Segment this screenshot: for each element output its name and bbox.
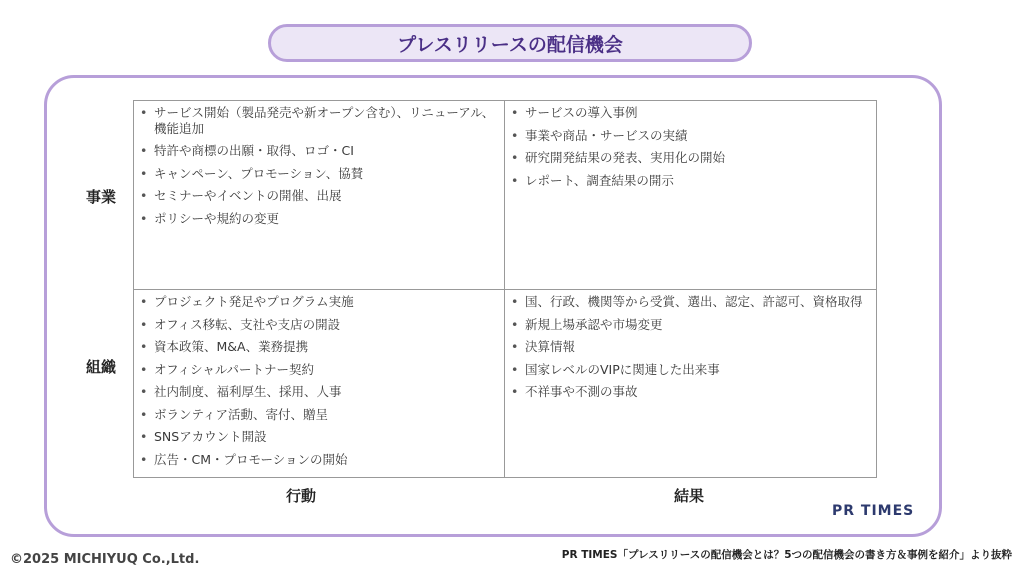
- list-item: • キャンペーン、プロモーション、協賛: [140, 166, 496, 182]
- list-item: • 新規上場承認や市場変更: [511, 317, 868, 333]
- prtimes-logo: PR TIMES: [832, 503, 915, 519]
- list-item: • 不祥事や不測の事故: [511, 384, 868, 400]
- list-item: • 広告・CM・プロモーションの開始: [140, 452, 496, 468]
- list-item: • 資本政策、M&A、業務提携: [140, 339, 496, 355]
- cell-business-action: [134, 101, 505, 290]
- list-item: • ボランティア活動、寄付、贈呈: [140, 407, 496, 423]
- list-item: • レポート、調査結果の開示: [511, 173, 868, 189]
- list-item: • プロジェクト発足やプログラム実施: [140, 294, 496, 310]
- list-item: • 国、行政、機関等から受賞、選出、認定、許認可、資格取得: [511, 294, 868, 310]
- list-item: • ポリシーや規約の変更: [140, 211, 496, 227]
- list-item: • オフィス移転、支社や支店の開設: [140, 317, 496, 333]
- row-label-organization: 組織: [86, 358, 117, 376]
- list-item: • 研究開発結果の発表、実用化の開始: [511, 150, 868, 166]
- column-label-action: 行動: [286, 487, 317, 505]
- list-item: • 決算情報: [511, 339, 868, 355]
- list-item: • 事業や商品・サービスの実績: [511, 128, 868, 144]
- list-item: • サービスの導入事例: [511, 105, 868, 121]
- column-label-result: 結果: [674, 487, 705, 505]
- list-item: • 社内制度、福利厚生、採用、人事: [140, 384, 496, 400]
- copyright: ©2025 MICHIYUQ Co.,Ltd.: [10, 552, 200, 567]
- list-item: • 特許や商標の出願・取得、ロゴ・CI: [140, 143, 496, 159]
- list-item: • SNSアカウント開設: [140, 429, 496, 445]
- row-label-business: 事業: [86, 188, 117, 206]
- source-citation: PR TIMES「プレスリリースの配信機会とは？5つの配信機会の書き方＆事例を紹介」より抜粋: [561, 549, 1012, 561]
- list-item: • セミナーやイベントの開催、出展: [140, 188, 496, 204]
- list-item: • サービス開始（製品発売や新オープン含む）、リニューアル、機能追加: [140, 105, 496, 136]
- opportunity-matrix: [133, 100, 877, 478]
- cell-organization-action: [134, 290, 505, 477]
- page-title: プレスリリースの配信機会: [268, 24, 752, 62]
- cell-business-result: [505, 101, 876, 290]
- cell-organization-result: [505, 290, 876, 477]
- list-item: • 国家レベルのVIPに関連した出来事: [511, 362, 868, 378]
- list-item: • オフィシャルパートナー契約: [140, 362, 496, 378]
